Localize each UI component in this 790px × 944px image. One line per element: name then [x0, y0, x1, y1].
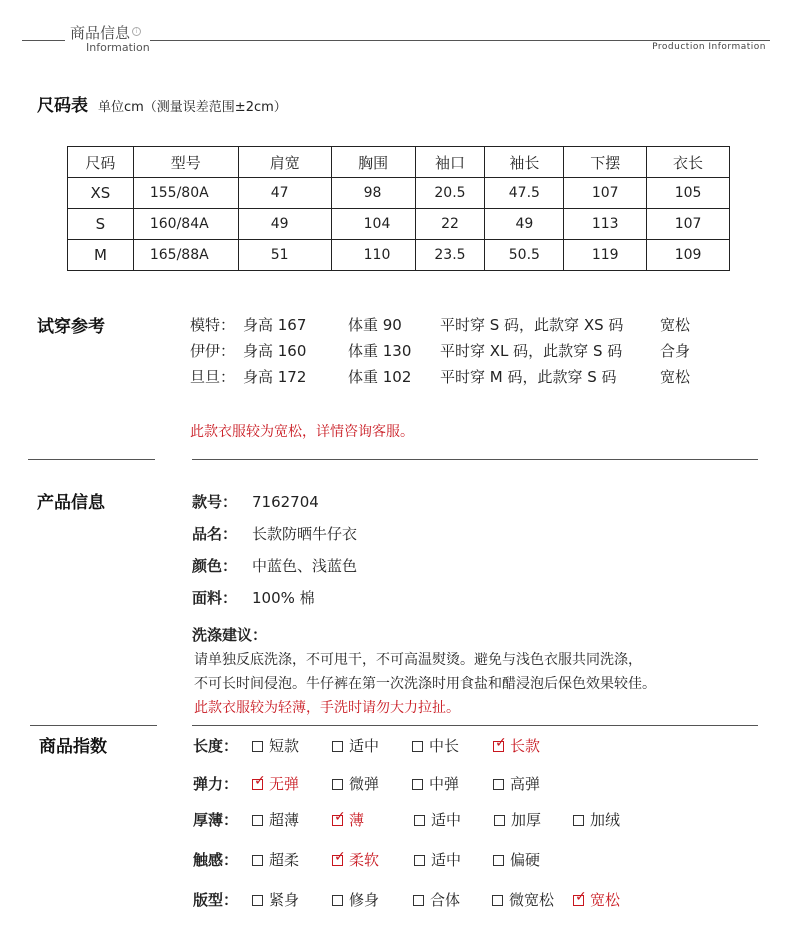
- info-item-style-no: [192, 491, 319, 512]
- index-label: 厚薄：: [193, 811, 239, 829]
- col-header: 尺码: [68, 147, 134, 178]
- wash-text-line1: 请单独反底洗涤，不可甩干，不可高温熨烫。避免与浅色衣服共同洗涤，: [194, 652, 642, 668]
- section-divider-left: [30, 725, 157, 726]
- table-cell: 98: [331, 178, 415, 209]
- try-on-usual-size: 平时穿 S 码，此款穿 XS 码: [440, 316, 624, 334]
- checkmark-icon: ✓: [495, 735, 507, 751]
- header-rule-right: [150, 40, 770, 41]
- index-option-label: 加绒: [590, 811, 621, 829]
- try-on-row: [190, 340, 750, 360]
- index-option[interactable]: [332, 809, 364, 830]
- section-divider-right: [192, 459, 758, 460]
- checked-box-icon: [252, 773, 266, 790]
- index-option[interactable]: [332, 849, 379, 870]
- index-option[interactable]: [493, 849, 540, 870]
- info-item-color: [192, 555, 357, 576]
- col-header: 袖口: [415, 147, 485, 178]
- try-on-row: [190, 366, 750, 386]
- index-option[interactable]: [414, 809, 461, 830]
- col-header: 肩宽: [238, 147, 331, 178]
- index-option-label: 超柔: [269, 851, 300, 869]
- index-label: 长度：: [193, 737, 239, 755]
- size-table-header: [68, 147, 730, 178]
- try-on-height: 身高 167: [243, 316, 307, 334]
- size-table: [67, 146, 730, 271]
- try-on-name: 旦旦：: [190, 368, 236, 386]
- index-option-label: 柔软: [349, 851, 380, 869]
- try-on-fit: 宽松: [660, 316, 691, 334]
- index-option-label: 中长: [429, 737, 460, 755]
- section-divider-left: [28, 459, 155, 460]
- try-on-weight: 体重 130: [348, 342, 412, 360]
- index-option[interactable]: [252, 849, 299, 870]
- table-row: [68, 209, 730, 240]
- info-value: 中蓝色、浅蓝色: [252, 557, 358, 575]
- table-cell: 50.5: [485, 240, 564, 271]
- checkbox-icon: [412, 741, 423, 752]
- try-on-height: 身高 160: [243, 342, 307, 360]
- table-cell: 49: [238, 209, 331, 240]
- index-option[interactable]: [412, 735, 459, 756]
- checkbox-icon: [414, 855, 425, 866]
- checkbox-icon: [413, 895, 424, 906]
- col-header: 型号: [133, 147, 238, 178]
- table-cell: 105: [647, 178, 730, 209]
- index-option[interactable]: [493, 735, 540, 756]
- index-option[interactable]: [252, 773, 299, 794]
- checkbox-icon: [252, 815, 263, 826]
- col-header: 胸围: [331, 147, 415, 178]
- wash-title: 洗涤建议：: [192, 626, 268, 644]
- checkbox-icon: [332, 741, 343, 752]
- table-cell: S: [68, 209, 134, 240]
- info-value: 7162704: [252, 493, 319, 511]
- info-label: 品名：: [192, 525, 238, 543]
- wash-text-line2: 不可长时间侵泡。牛仔裤在第一次洗涤时用食盐和醋浸泡后保色效果较佳。: [194, 676, 656, 692]
- info-dot-icon: i: [132, 27, 141, 36]
- try-on-weight: 体重 102: [348, 368, 412, 386]
- index-label: 触感：: [193, 851, 239, 869]
- index-option[interactable]: [492, 889, 554, 910]
- try-on-height: 身高 172: [243, 368, 307, 386]
- info-label: 面料：: [192, 589, 238, 607]
- index-option[interactable]: [332, 889, 379, 910]
- table-cell: M: [68, 240, 134, 271]
- checkbox-icon: [494, 815, 505, 826]
- try-on-usual-size: 平时穿 XL 码，此款穿 S 码: [440, 342, 623, 360]
- index-option-label: 短款: [269, 737, 300, 755]
- table-row: [68, 178, 730, 209]
- table-cell: 22: [415, 209, 485, 240]
- info-label: 款号：: [192, 493, 238, 511]
- col-header: 下摆: [564, 147, 647, 178]
- index-option-label: 超薄: [269, 811, 300, 829]
- table-cell: 20.5: [415, 178, 485, 209]
- table-cell: 110: [331, 240, 415, 271]
- index-option-label: 宽松: [590, 891, 621, 909]
- col-header: 衣长: [647, 147, 730, 178]
- table-cell: 155/80A: [133, 178, 238, 209]
- fit-note: 此款衣服较为宽松，详情咨询客服。: [190, 424, 414, 440]
- checkbox-icon: [332, 895, 343, 906]
- index-option-label: 紧身: [269, 891, 300, 909]
- index-option[interactable]: [573, 809, 620, 830]
- info-item-fabric: [192, 587, 315, 608]
- table-cell: 165/88A: [133, 240, 238, 271]
- info-item-name: [192, 523, 357, 544]
- table-cell: 49: [485, 209, 564, 240]
- table-cell: 47.5: [485, 178, 564, 209]
- try-on-name: 模特：: [190, 316, 236, 334]
- table-row: [68, 240, 730, 271]
- index-option-label: 适中: [349, 737, 380, 755]
- index-option-label: 高弹: [510, 775, 541, 793]
- wash-note: 此款衣服较为轻薄，手洗时请勿大力拉扯。: [194, 700, 460, 716]
- header-rule-left: [22, 40, 65, 41]
- checkbox-icon: [493, 855, 504, 866]
- checked-box-icon: [493, 735, 507, 752]
- index-option[interactable]: [412, 773, 459, 794]
- index-option-label: 微宽松: [509, 891, 555, 909]
- checkbox-icon: [252, 741, 263, 752]
- info-value: 100% 棉: [252, 589, 315, 607]
- table-cell: 119: [564, 240, 647, 271]
- try-on-usual-size: 平时穿 M 码，此款穿 S 码: [440, 368, 617, 386]
- index-option-label: 适中: [431, 851, 462, 869]
- checkbox-icon: [332, 779, 343, 790]
- size-chart-title: 尺码表 单位cm（测量误差范围±2cm）: [37, 96, 287, 116]
- index-label: 弹力：: [193, 775, 239, 793]
- checkbox-icon: [493, 779, 504, 790]
- checkbox-icon: [412, 779, 423, 790]
- checkmark-icon: ✓: [575, 889, 587, 905]
- index-option[interactable]: [252, 809, 299, 830]
- index-option[interactable]: [332, 773, 379, 794]
- checkbox-icon: [414, 815, 425, 826]
- index-option-label: 合体: [430, 891, 461, 909]
- checkmark-icon: ✓: [334, 849, 346, 865]
- index-label: 版型：: [193, 891, 239, 909]
- index-option[interactable]: [252, 889, 299, 910]
- size-unit-note: 单位cm（测量误差范围±2cm）: [98, 100, 287, 115]
- header-title-en: Information: [86, 41, 150, 54]
- index-option[interactable]: [414, 849, 461, 870]
- index-option-label: 适中: [431, 811, 462, 829]
- index-title: 商品指数: [39, 737, 107, 757]
- table-cell: 104: [331, 209, 415, 240]
- checked-box-icon: [573, 889, 587, 906]
- index-option[interactable]: [252, 735, 299, 756]
- try-on-row: [190, 314, 750, 334]
- index-option[interactable]: [332, 735, 379, 756]
- checkbox-icon: [573, 815, 584, 826]
- index-option-label: 加厚: [511, 811, 542, 829]
- product-info-title: 产品信息: [37, 493, 105, 513]
- index-option[interactable]: [494, 809, 541, 830]
- checkmark-icon: ✓: [254, 773, 266, 789]
- table-cell: 107: [564, 178, 647, 209]
- section-divider-right: [192, 725, 758, 726]
- try-on-fit: 宽松: [660, 368, 691, 386]
- try-on-title: 试穿参考: [37, 317, 105, 337]
- table-cell: 160/84A: [133, 209, 238, 240]
- info-label: 颜色：: [192, 557, 238, 575]
- table-cell: 107: [647, 209, 730, 240]
- table-cell: 51: [238, 240, 331, 271]
- checked-box-icon: [332, 849, 346, 866]
- col-header: 袖长: [485, 147, 564, 178]
- try-on-name: 伊伊：: [190, 342, 236, 360]
- index-option-label: 长款: [510, 737, 541, 755]
- index-option-label: 偏硬: [510, 851, 541, 869]
- index-option-label: 修身: [349, 891, 380, 909]
- table-cell: XS: [68, 178, 134, 209]
- checkbox-icon: [252, 855, 263, 866]
- checkbox-icon: [252, 895, 263, 906]
- table-cell: 113: [564, 209, 647, 240]
- try-on-weight: 体重 90: [348, 316, 402, 334]
- checkmark-icon: ✓: [334, 809, 346, 825]
- checked-box-icon: [332, 809, 346, 826]
- index-option[interactable]: [413, 889, 460, 910]
- header-title-cn: 商品信息 i: [70, 22, 141, 43]
- index-option-label: 无弹: [269, 775, 300, 793]
- table-cell: 47: [238, 178, 331, 209]
- table-cell: 109: [647, 240, 730, 271]
- index-option-label: 微弹: [349, 775, 380, 793]
- header-title-en-right: Production Information: [652, 42, 766, 52]
- index-option-label: 中弹: [429, 775, 460, 793]
- try-on-fit: 合身: [660, 342, 691, 360]
- index-option[interactable]: [573, 889, 620, 910]
- index-option[interactable]: [493, 773, 540, 794]
- info-value: 长款防晒牛仔衣: [252, 525, 358, 543]
- table-cell: 23.5: [415, 240, 485, 271]
- checkbox-icon: [492, 895, 503, 906]
- index-option-label: 薄: [349, 811, 365, 829]
